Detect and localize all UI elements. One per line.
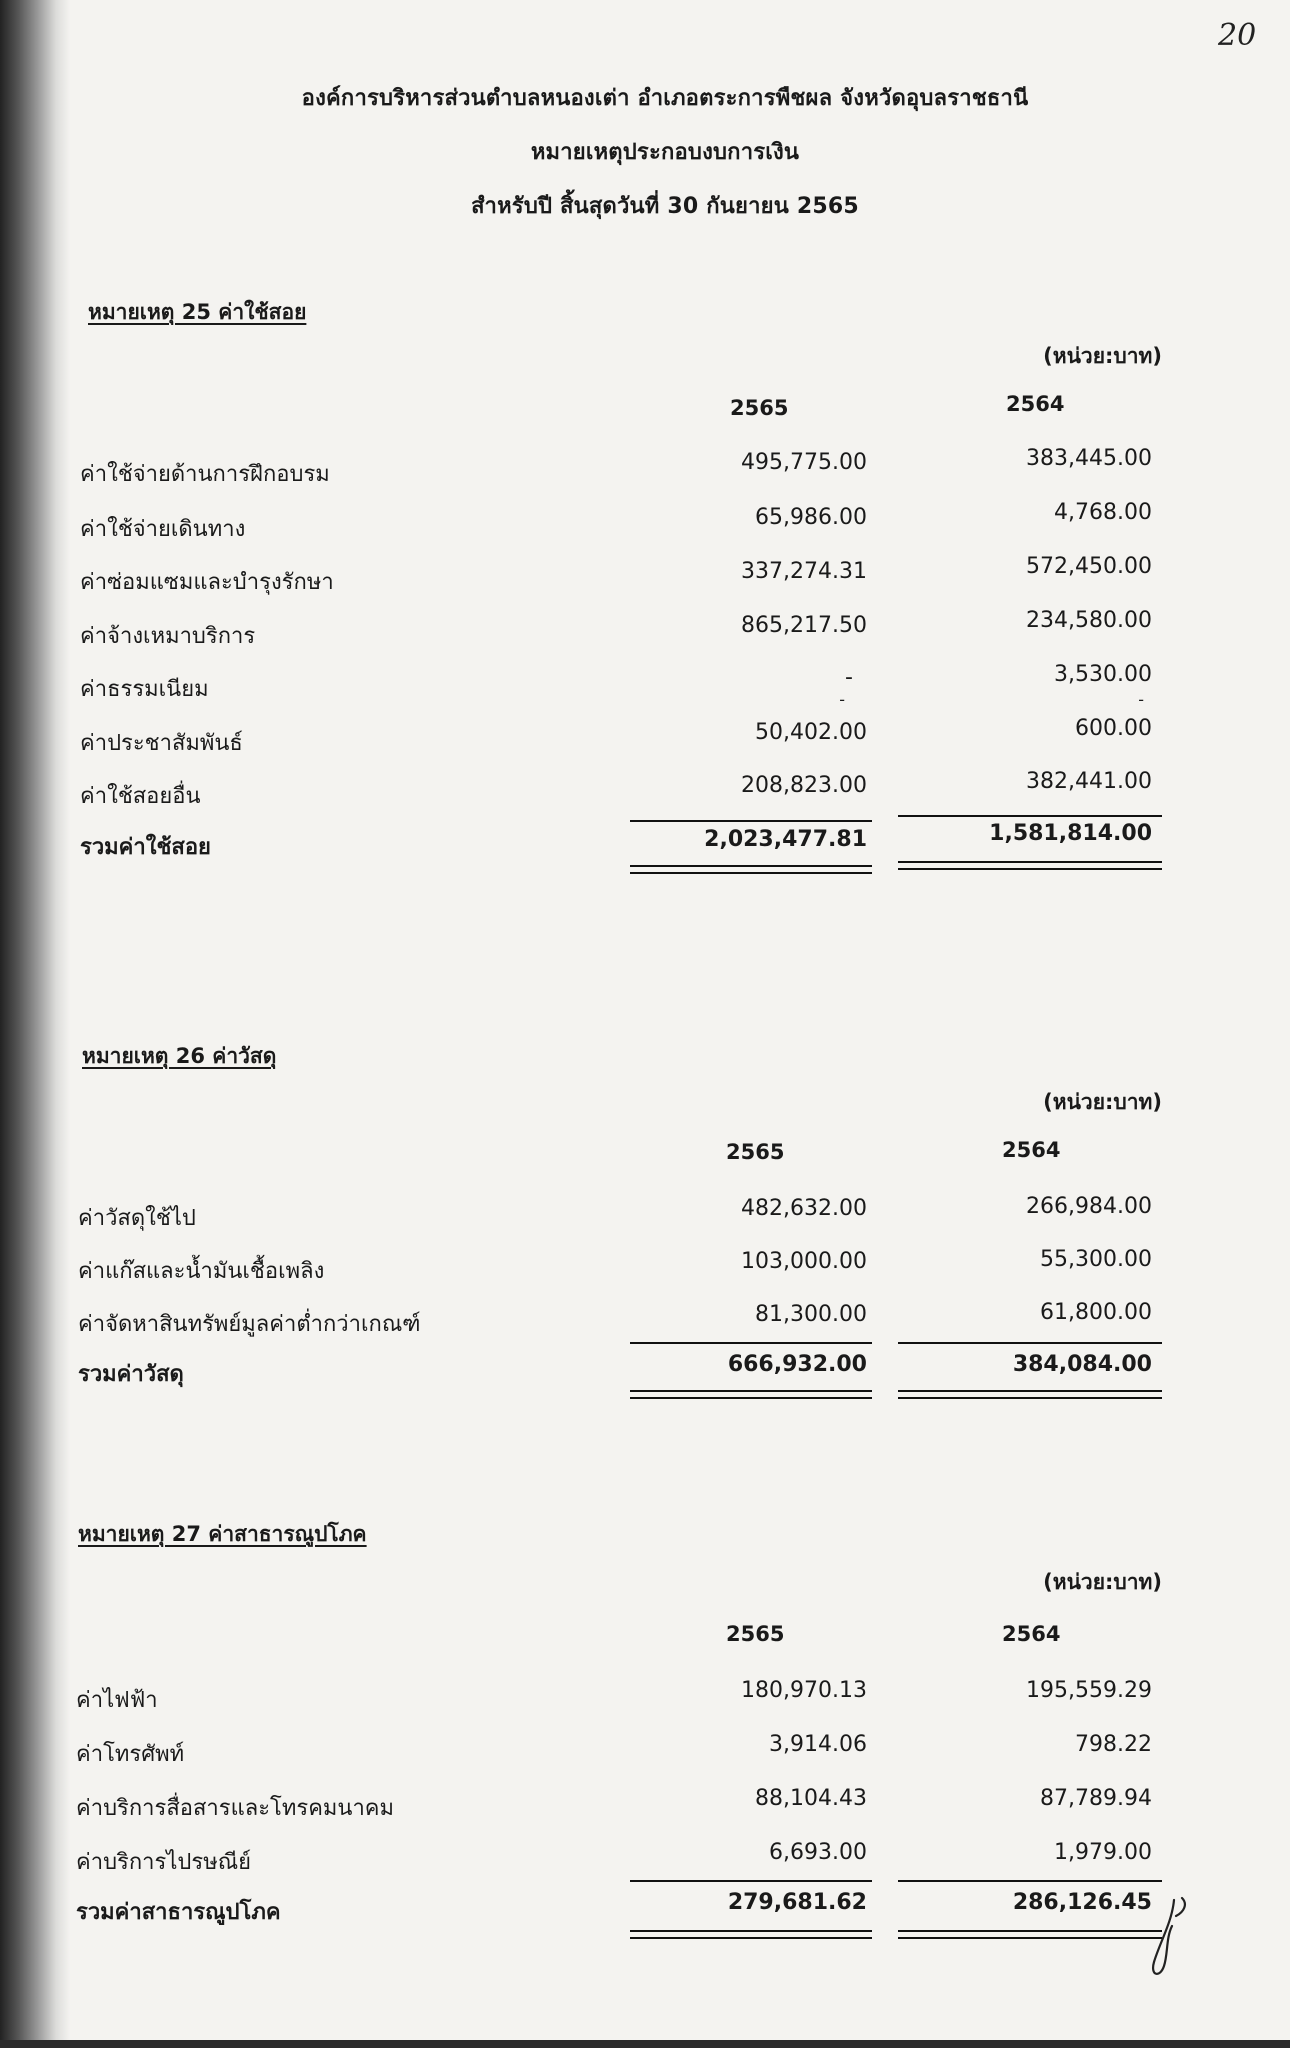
table-cell-2564: 572,450.00 <box>1026 554 1152 579</box>
stray-dash-2565: - <box>839 690 845 709</box>
table-row-label: ค่าใช้จ่ายเดินทาง <box>80 517 246 542</box>
note-26-unit: (หน่วย:บาท) <box>1043 1090 1162 1114</box>
scan-shadow-edge <box>0 0 70 2048</box>
total-cell-2564: 1,581,814.00 <box>989 821 1152 846</box>
header-period: สำหรับปี สิ้นสุดวันที่ 30 กันยายน 2565 <box>471 194 859 219</box>
header-organization: องค์การบริหารส่วนตำบลหนองเต่า อำเภอตระการพืชผล จังหวัดอุบลราชธานี <box>301 86 1029 111</box>
table-cell-2565: 865,217.50 <box>741 613 867 638</box>
total-cell-2564: 286,126.45 <box>1012 1890 1152 1915</box>
table-cell-2565: - <box>845 665 853 690</box>
table-cell-2565: 88,104.43 <box>755 1786 867 1811</box>
note-27-title: หมายเหตุ 27 ค่าสาธารณูปโภค <box>78 1522 367 1546</box>
total-double-rule <box>630 865 872 874</box>
table-row-label: ค่าบริการไปรษณีย์ <box>76 1850 251 1875</box>
stray-dash-2564: - <box>1138 690 1144 709</box>
table-row-label: ค่าจ้างเหมาบริการ <box>80 624 256 649</box>
table-cell-2564: 600.00 <box>1075 716 1152 741</box>
table-cell-2564: 234,580.00 <box>1026 608 1152 633</box>
table-cell-2565: 495,775.00 <box>741 450 867 475</box>
total-double-rule <box>898 1930 1162 1939</box>
table-cell-2565: 208,823.00 <box>741 773 867 798</box>
table-row-label: ค่าใช้สอยอื่น <box>80 784 201 809</box>
table-cell-2564: 1,979.00 <box>1054 1840 1152 1865</box>
table-cell-2565: 81,300.00 <box>755 1302 867 1327</box>
table-cell-2565: 482,632.00 <box>741 1196 867 1221</box>
header-title: หมายเหตุประกอบงบการเงิน <box>530 140 800 165</box>
total-row-label: รวมค่าสาธารณูปโภค <box>76 1900 281 1925</box>
table-cell-2564: 55,300.00 <box>1040 1247 1152 1272</box>
subtotal-rule <box>898 815 1162 817</box>
subtotal-rule <box>630 1342 872 1344</box>
total-cell-2565: 666,932.00 <box>727 1352 867 1377</box>
total-cell-2565: 2,023,477.81 <box>704 827 867 852</box>
note-25-title: หมายเหตุ 25 ค่าใช้สอย <box>88 300 307 324</box>
table-cell-2565: 180,970.13 <box>741 1678 867 1703</box>
note-27-year-current: 2565 <box>726 1622 785 1646</box>
page-number: 20 <box>1218 18 1257 53</box>
table-cell-2564: 87,789.94 <box>1040 1786 1152 1811</box>
signature-icon <box>1138 1892 1198 1982</box>
table-cell-2565: 65,986.00 <box>755 505 867 530</box>
table-cell-2564: 61,800.00 <box>1040 1300 1152 1325</box>
subtotal-rule <box>630 1880 872 1882</box>
table-row-label: ค่าโทรศัพท์ <box>76 1742 185 1767</box>
note-25-unit: (หน่วย:บาท) <box>1043 344 1162 368</box>
table-cell-2565: 50,402.00 <box>755 720 867 745</box>
table-row-label: ค่าแก๊สและน้ำมันเชื้อเพลิง <box>78 1259 325 1284</box>
subtotal-rule <box>898 1880 1162 1882</box>
total-double-rule <box>630 1930 872 1939</box>
total-double-rule <box>898 861 1162 870</box>
note-26-title: หมายเหตุ 26 ค่าวัสดุ <box>82 1044 277 1068</box>
table-row-label: ค่าใช้จ่ายด้านการฝึกอบรม <box>80 462 330 487</box>
note-27-year-prior: 2564 <box>1002 1622 1061 1646</box>
table-row-label: ค่าไฟฟ้า <box>76 1688 158 1713</box>
table-cell-2565: 103,000.00 <box>741 1249 867 1274</box>
table-cell-2564: 266,984.00 <box>1026 1194 1152 1219</box>
table-cell-2565: 3,914.06 <box>769 1732 867 1757</box>
table-row-label: ค่าวัสดุใช้ไป <box>78 1206 196 1231</box>
total-row-label: รวมค่าวัสดุ <box>78 1362 184 1387</box>
table-cell-2565: 337,274.31 <box>741 559 867 584</box>
total-cell-2565: 279,681.62 <box>727 1890 867 1915</box>
table-row-label: ค่าธรรมเนียม <box>80 677 209 702</box>
table-cell-2564: 798.22 <box>1075 1732 1152 1757</box>
table-cell-2564: 383,445.00 <box>1026 446 1152 471</box>
table-row-label: ค่าจัดหาสินทรัพย์มูลค่าต่ำกว่าเกณฑ์ <box>78 1312 421 1337</box>
total-row-label: รวมค่าใช้สอย <box>80 835 211 860</box>
total-double-rule <box>630 1390 872 1399</box>
subtotal-rule <box>898 1342 1162 1344</box>
table-cell-2564: 4,768.00 <box>1054 500 1152 525</box>
table-cell-2565: 6,693.00 <box>769 1840 867 1865</box>
scan-bottom-edge <box>0 2040 1290 2048</box>
table-cell-2564: 382,441.00 <box>1026 769 1152 794</box>
table-row-label: ค่าบริการสื่อสารและโทรคมนาคม <box>76 1796 395 1821</box>
note-27-unit: (หน่วย:บาท) <box>1043 1570 1162 1594</box>
note-26-year-current: 2565 <box>726 1140 785 1164</box>
total-double-rule <box>898 1390 1162 1399</box>
note-25-year-current: 2565 <box>730 396 789 420</box>
total-cell-2564: 384,084.00 <box>1012 1352 1152 1377</box>
table-cell-2564: 195,559.29 <box>1026 1678 1152 1703</box>
note-26-year-prior: 2564 <box>1002 1138 1061 1162</box>
table-row-label: ค่าซ่อมแซมและบำรุงรักษา <box>80 570 334 595</box>
table-cell-2564: 3,530.00 <box>1054 662 1152 687</box>
table-row-label: ค่าประชาสัมพันธ์ <box>80 731 243 756</box>
note-25-year-prior: 2564 <box>1006 392 1065 416</box>
subtotal-rule <box>630 820 872 822</box>
